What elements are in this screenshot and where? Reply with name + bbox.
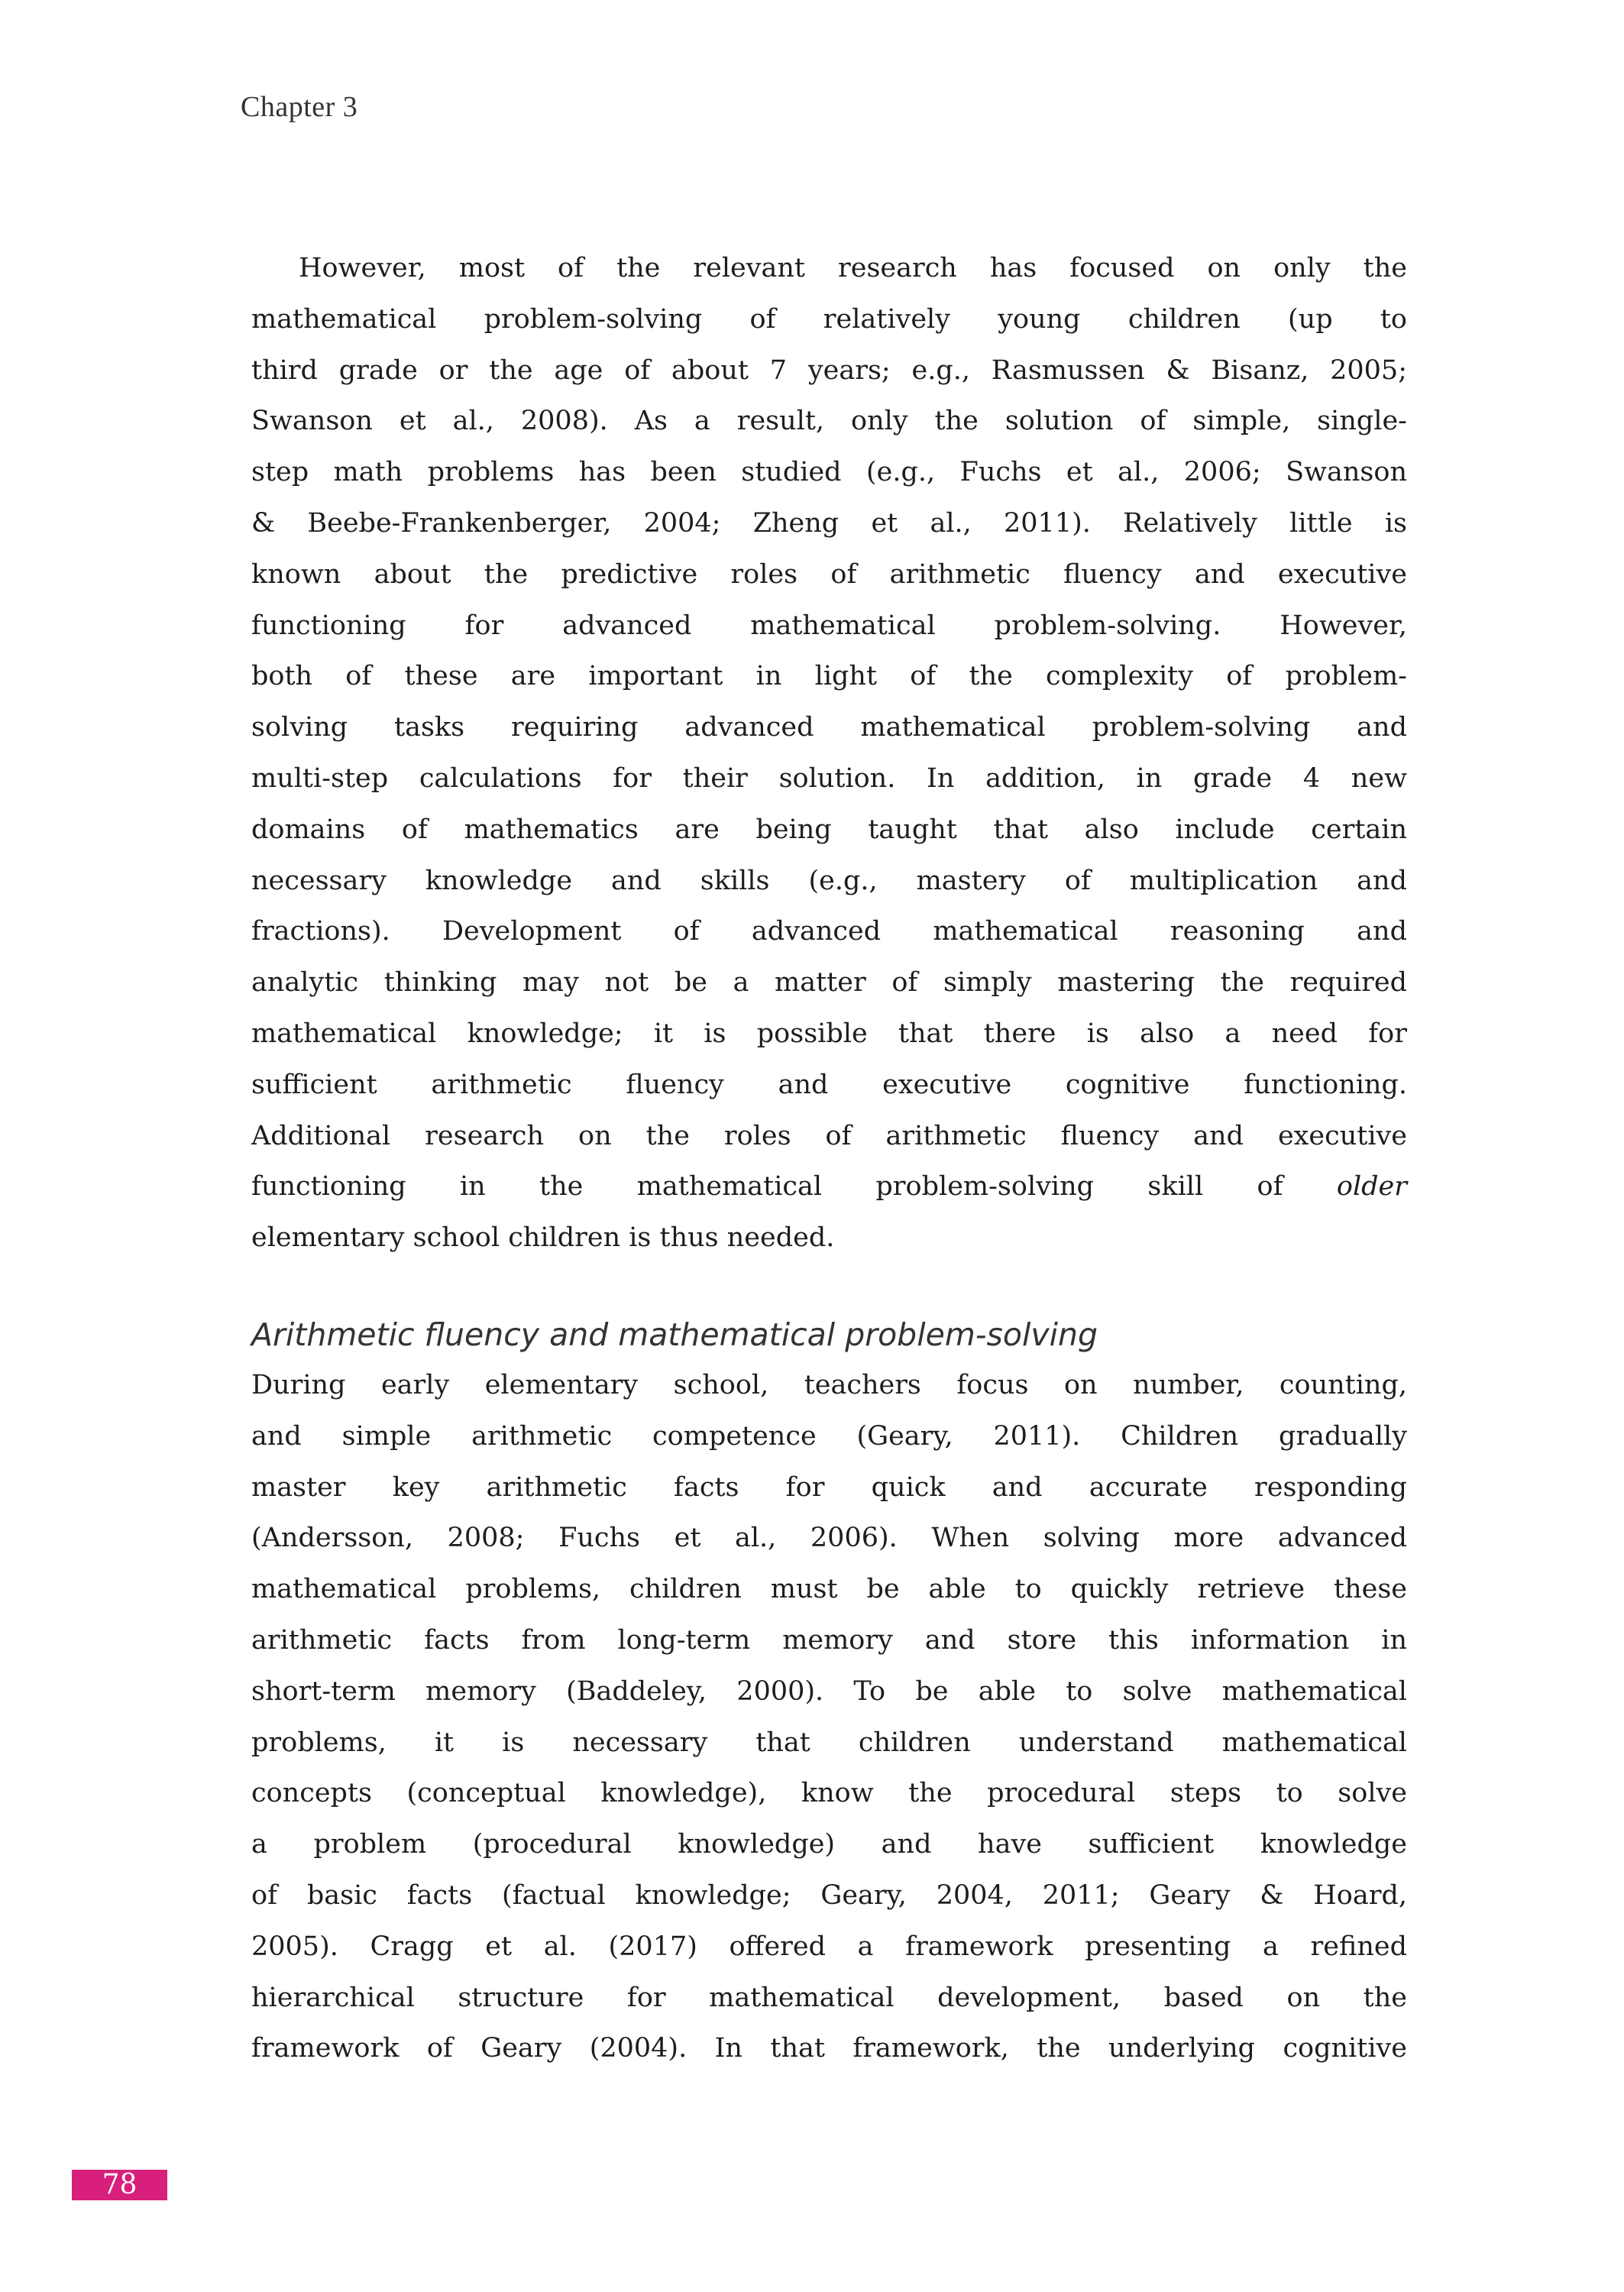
text-line-content: During early elementary school, teachers focus on number, counting,: [251, 1370, 1407, 1400]
text-line: [251, 1360, 1407, 1411]
text-line-content: hierarchical structure for mathematical development, based on the: [251, 1982, 1407, 2013]
text-line: [251, 1513, 1407, 1564]
text-line: [251, 856, 1407, 907]
text-line: [251, 1819, 1407, 1870]
text-line-content: necessary knowledge and skills (e.g., mastery of multiplication and: [251, 865, 1407, 896]
text-line-content: mathematical problem-solving of relatively young children (up to: [251, 303, 1407, 335]
text-line-content: solving tasks requiring advanced mathematical problem-solving and: [251, 712, 1407, 743]
text-line-content: problems, it is necessary that children understand mathematical: [251, 1727, 1407, 1758]
text-line-content: elementary school children is thus needed.: [251, 1222, 835, 1254]
text-line: [251, 1921, 1407, 1973]
text-line-content: domains of mathematics are being taught that also include certain: [251, 814, 1407, 845]
text-line-content: Swanson et al., 2008). As a result, only the solution of simple, single-: [251, 406, 1407, 437]
text-line-content: both of these are important in light of the complexity of problem-: [251, 661, 1407, 692]
text-line: [251, 957, 1407, 1008]
text-line-content: functioning for advanced mathematical problem-solving. However,: [251, 610, 1407, 641]
text-line-content: framework of Geary (2004). In that framework, the underlying cognitive: [251, 2033, 1407, 2064]
text-line: [251, 2023, 1407, 2074]
text-line-content: mathematical problems, children must be able to quickly retrieve these: [251, 1574, 1407, 1605]
text-line: [251, 601, 1407, 652]
text-line: [251, 1462, 1407, 1513]
text-line: [251, 447, 1407, 498]
text-line: [251, 1615, 1407, 1666]
text-line-content: functioning in the mathematical problem-solving skill of: [251, 1171, 1283, 1203]
text-line-content: mathematical knowledge; it is possible that there is also a need for: [251, 1018, 1407, 1049]
text-line-content: master key arithmetic facts for quick and accurate responding: [251, 1471, 1407, 1503]
text-line: [251, 1008, 1407, 1060]
paragraph-1: [251, 243, 1407, 1264]
text-line-content: step math problems has been studied (e.g., Fuchs et al., 2006; Swanson: [251, 457, 1407, 488]
text-line: [251, 702, 1407, 753]
text-line: [251, 1717, 1407, 1769]
italic-emphasis: older: [1336, 1171, 1407, 1203]
text-line: [251, 1411, 1407, 1462]
text-line: [251, 1973, 1407, 2024]
text-line: [251, 1212, 1407, 1264]
text-line-content: (Andersson, 2008; Fuchs et al., 2006). When solving more advanced: [251, 1523, 1407, 1554]
text-line-content: analytic thinking may not be a matter of simply mastering the required: [251, 967, 1407, 999]
text-line: [251, 1666, 1407, 1717]
text-line: [251, 294, 1407, 345]
text-line-content: & Beebe-Frankenberger, 2004; Zheng et al., 2011). Relatively little is: [251, 507, 1407, 539]
text-line: [251, 804, 1407, 856]
text-line: [251, 1768, 1407, 1819]
text-line-content: sufficient arithmetic fluency and executive cognitive functioning.: [251, 1069, 1407, 1100]
text-line: [251, 396, 1407, 447]
text-line: [251, 1161, 1407, 1212]
text-line: [251, 1060, 1407, 1111]
text-line: [251, 498, 1407, 549]
text-line: [251, 906, 1407, 957]
text-line: [251, 1111, 1407, 1162]
text-line: [251, 549, 1407, 601]
text-line-content: arithmetic facts from long-term memory and store this information in: [251, 1624, 1407, 1656]
page-number: 78: [72, 2170, 167, 2200]
text-line-content: multi-step calculations for their solution. In addition, in grade 4 new: [251, 762, 1407, 794]
text-line-content: short-term memory (Baddeley, 2000). To be able to solve mathematical: [251, 1675, 1407, 1707]
text-line-content: a problem (procedural knowledge) and have sufficient knowledge: [251, 1829, 1407, 1860]
text-line: [251, 1870, 1407, 1921]
text-line-content: However, most of the relevant research has focused on only the: [299, 253, 1407, 283]
text-line: [251, 1564, 1407, 1615]
text-line-content: third grade or the age of about 7 years; e.g., Rasmussen & Bisanz, 2005;: [251, 354, 1407, 386]
text-line-content: concepts (conceptual knowledge), know the procedural steps to solve: [251, 1778, 1407, 1809]
text-line-content: 2005). Cragg et al. (2017) offered a framework presenting a refined: [251, 1931, 1407, 1962]
text-line-content: Additional research on the roles of arithmetic fluency and executive: [251, 1120, 1407, 1151]
text-line-content: fractions). Development of advanced mathematical reasoning and: [251, 916, 1407, 947]
text-line: [251, 651, 1407, 702]
running-head: Chapter 3: [241, 91, 358, 123]
text-line: [251, 753, 1407, 804]
text-line-content: known about the predictive roles of arithmetic fluency and executive: [251, 558, 1407, 590]
text-line-content: of basic facts (factual knowledge; Geary, 2004, 2011; Geary & Hoard,: [251, 1879, 1407, 1911]
text-line: [251, 345, 1407, 397]
text-line-content: and simple arithmetic competence (Geary, 2011). Children gradually: [251, 1420, 1407, 1452]
paragraph-2: [251, 1360, 1407, 2074]
text-line: [251, 243, 1407, 294]
section-heading: Arithmetic fluency and mathematical problem-solving: [251, 1316, 1098, 1353]
